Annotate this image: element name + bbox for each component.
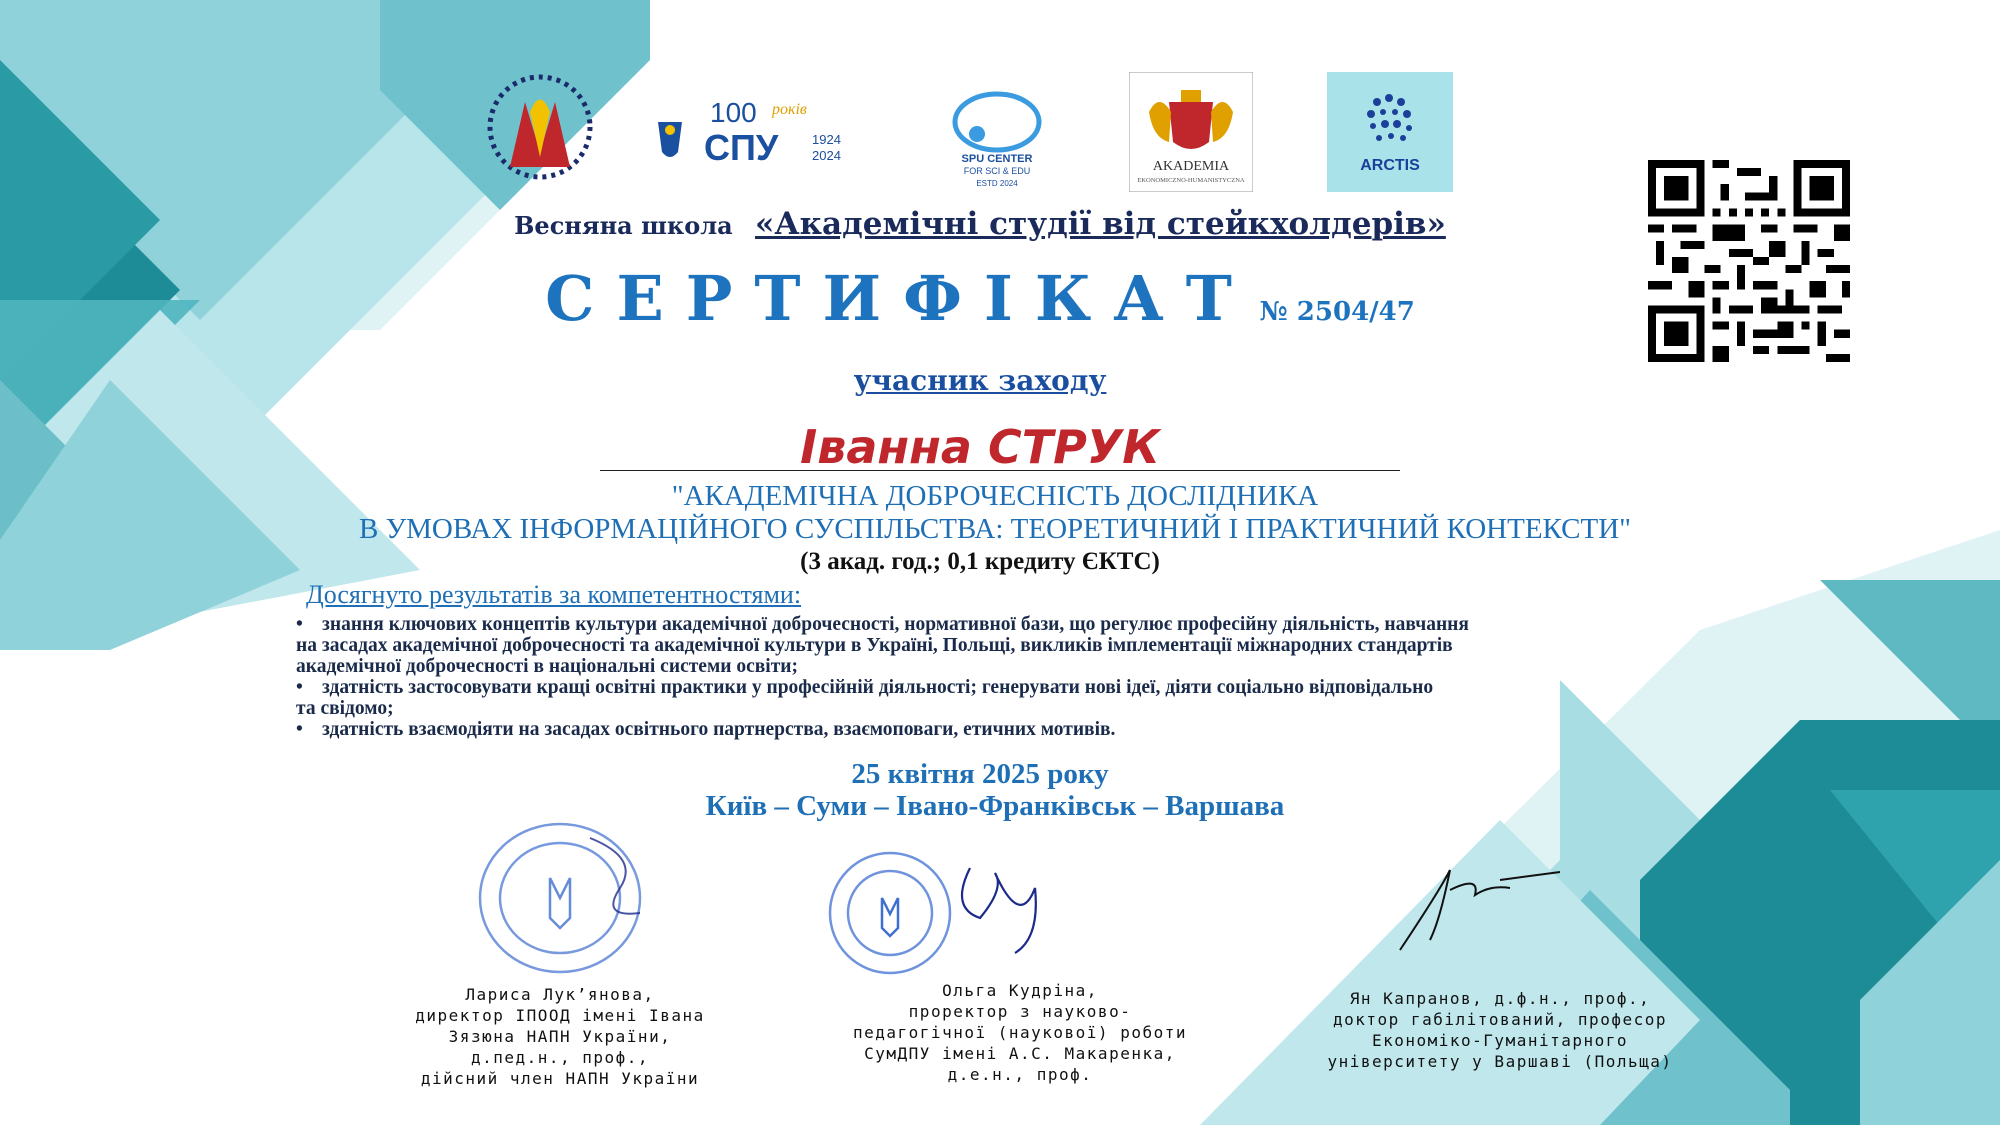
- signatory-1: Лариса Лук’янова, директор ІПООД імені Івана Зязюна НАПН України, д.пед.н., проф., дійсний член НАПН України: [415, 985, 705, 1088]
- svg-text:ESTD 2024: ESTD 2024: [976, 179, 1018, 188]
- svg-text:FOR SCI & EDU: FOR SCI & EDU: [963, 166, 1031, 176]
- bullet-mark: •: [296, 677, 303, 698]
- spu-100-logo: [652, 92, 852, 172]
- list-item: • здатність застосовувати кращі освітні практики у професійній діяльності; генерувати нові ідеї, діяти соціально відповідально: [296, 677, 1434, 698]
- certificate-heading: [0, 262, 1960, 335]
- signatory-2: Ольга Кудріна, проректор з науково- педагогічної (наукової) роботи СумДПУ імені А.С. Макаренка, д.е.н., проф.: [853, 981, 1187, 1084]
- bullet-mark: •: [296, 614, 303, 635]
- recipient-name: Іванна СТРУК: [800, 420, 1160, 474]
- spu-100-text: 100: [710, 97, 757, 128]
- spu-center-logo: [932, 82, 1062, 190]
- certificate-number: № 2504/47: [1259, 297, 1415, 327]
- list-item-cont: на засадах академічної доброчесності та академічної культури в Україні, Польщі, викликів імплементації міжнародних стандартів: [296, 635, 1453, 656]
- svg-text:EKONOMICZNO-HUMANISTYCZNA: EKONOMICZNO-HUMANISTYCZNA: [1137, 177, 1245, 184]
- akademia-logo: [1129, 72, 1253, 192]
- list-item: • здатність взаємодіяти на засадах освітнього партнерства, взаємоповаги, етичних мотивів.: [296, 719, 1116, 740]
- name-underline: [600, 470, 1400, 471]
- svg-text:СПУ: СПУ: [704, 127, 779, 168]
- event-date: 25 квітня 2025 року: [851, 758, 1109, 790]
- ipood-stamp: [470, 818, 650, 978]
- ipood-logo: [480, 72, 600, 182]
- topic-line-2: В УМОВАХ ІНФОРМАЦІЙНОГО СУСПІЛЬСТВА: ТЕОРЕТИЧНИЙ І ПРАКТИЧНИЙ КОНТЕКСТИ": [358, 513, 1632, 545]
- certificate-word: СЕРТИФІКАТ: [545, 262, 1254, 335]
- svg-text:AKADEMIA: AKADEMIA: [1152, 159, 1230, 174]
- svg-text:2024: 2024: [812, 148, 841, 163]
- results-list: [296, 614, 1716, 740]
- svg-text:SPU CENTER: SPU CENTER: [961, 153, 1033, 165]
- list-item: • знання ключових концептів культури академічної доброчесності, нормативної бази, що регулює професійну діяльність, навчання: [296, 614, 1469, 635]
- list-item-cont: та свідомо;: [296, 698, 394, 719]
- list-item-cont: академічної доброчесності в національні системи освіти;: [296, 656, 799, 677]
- arctis-logo: [1327, 72, 1453, 192]
- signatory-3: Ян Капранов, д.ф.н., проф., доктор габілітований, професор Економіко-Гуманітарного університету у Варшаві (Польща): [1327, 989, 1673, 1071]
- event-topic: [0, 480, 1990, 546]
- event-cities: Київ – Суми – Івано-Франківськ – Варшава: [705, 790, 1285, 822]
- credit-hours: (3 акад. год.; 0,1 кредиту ЄКТС): [800, 548, 1160, 575]
- school-prefix: Весняна школа: [514, 211, 733, 240]
- school-name: «Академічні студії від стейкхолдерів»: [755, 206, 1446, 242]
- svg-text:1924: 1924: [812, 132, 841, 147]
- topic-line-1: "АКАДЕМІЧНА ДОБРОЧЕСНІСТЬ ДОСЛІДНИКА: [671, 480, 1319, 512]
- svg-text:років: років: [772, 101, 807, 118]
- school-title: [0, 206, 1960, 242]
- svg-text:ARCTIS: ARCTIS: [1360, 157, 1420, 174]
- participant-label: учасник заходу: [853, 364, 1107, 397]
- kapranov-signature: [1380, 850, 1580, 960]
- results-heading: Досягнуто результатів за компетентностями:: [306, 580, 802, 609]
- sumdpu-stamp: [820, 848, 1080, 978]
- bullet-mark: •: [296, 719, 303, 740]
